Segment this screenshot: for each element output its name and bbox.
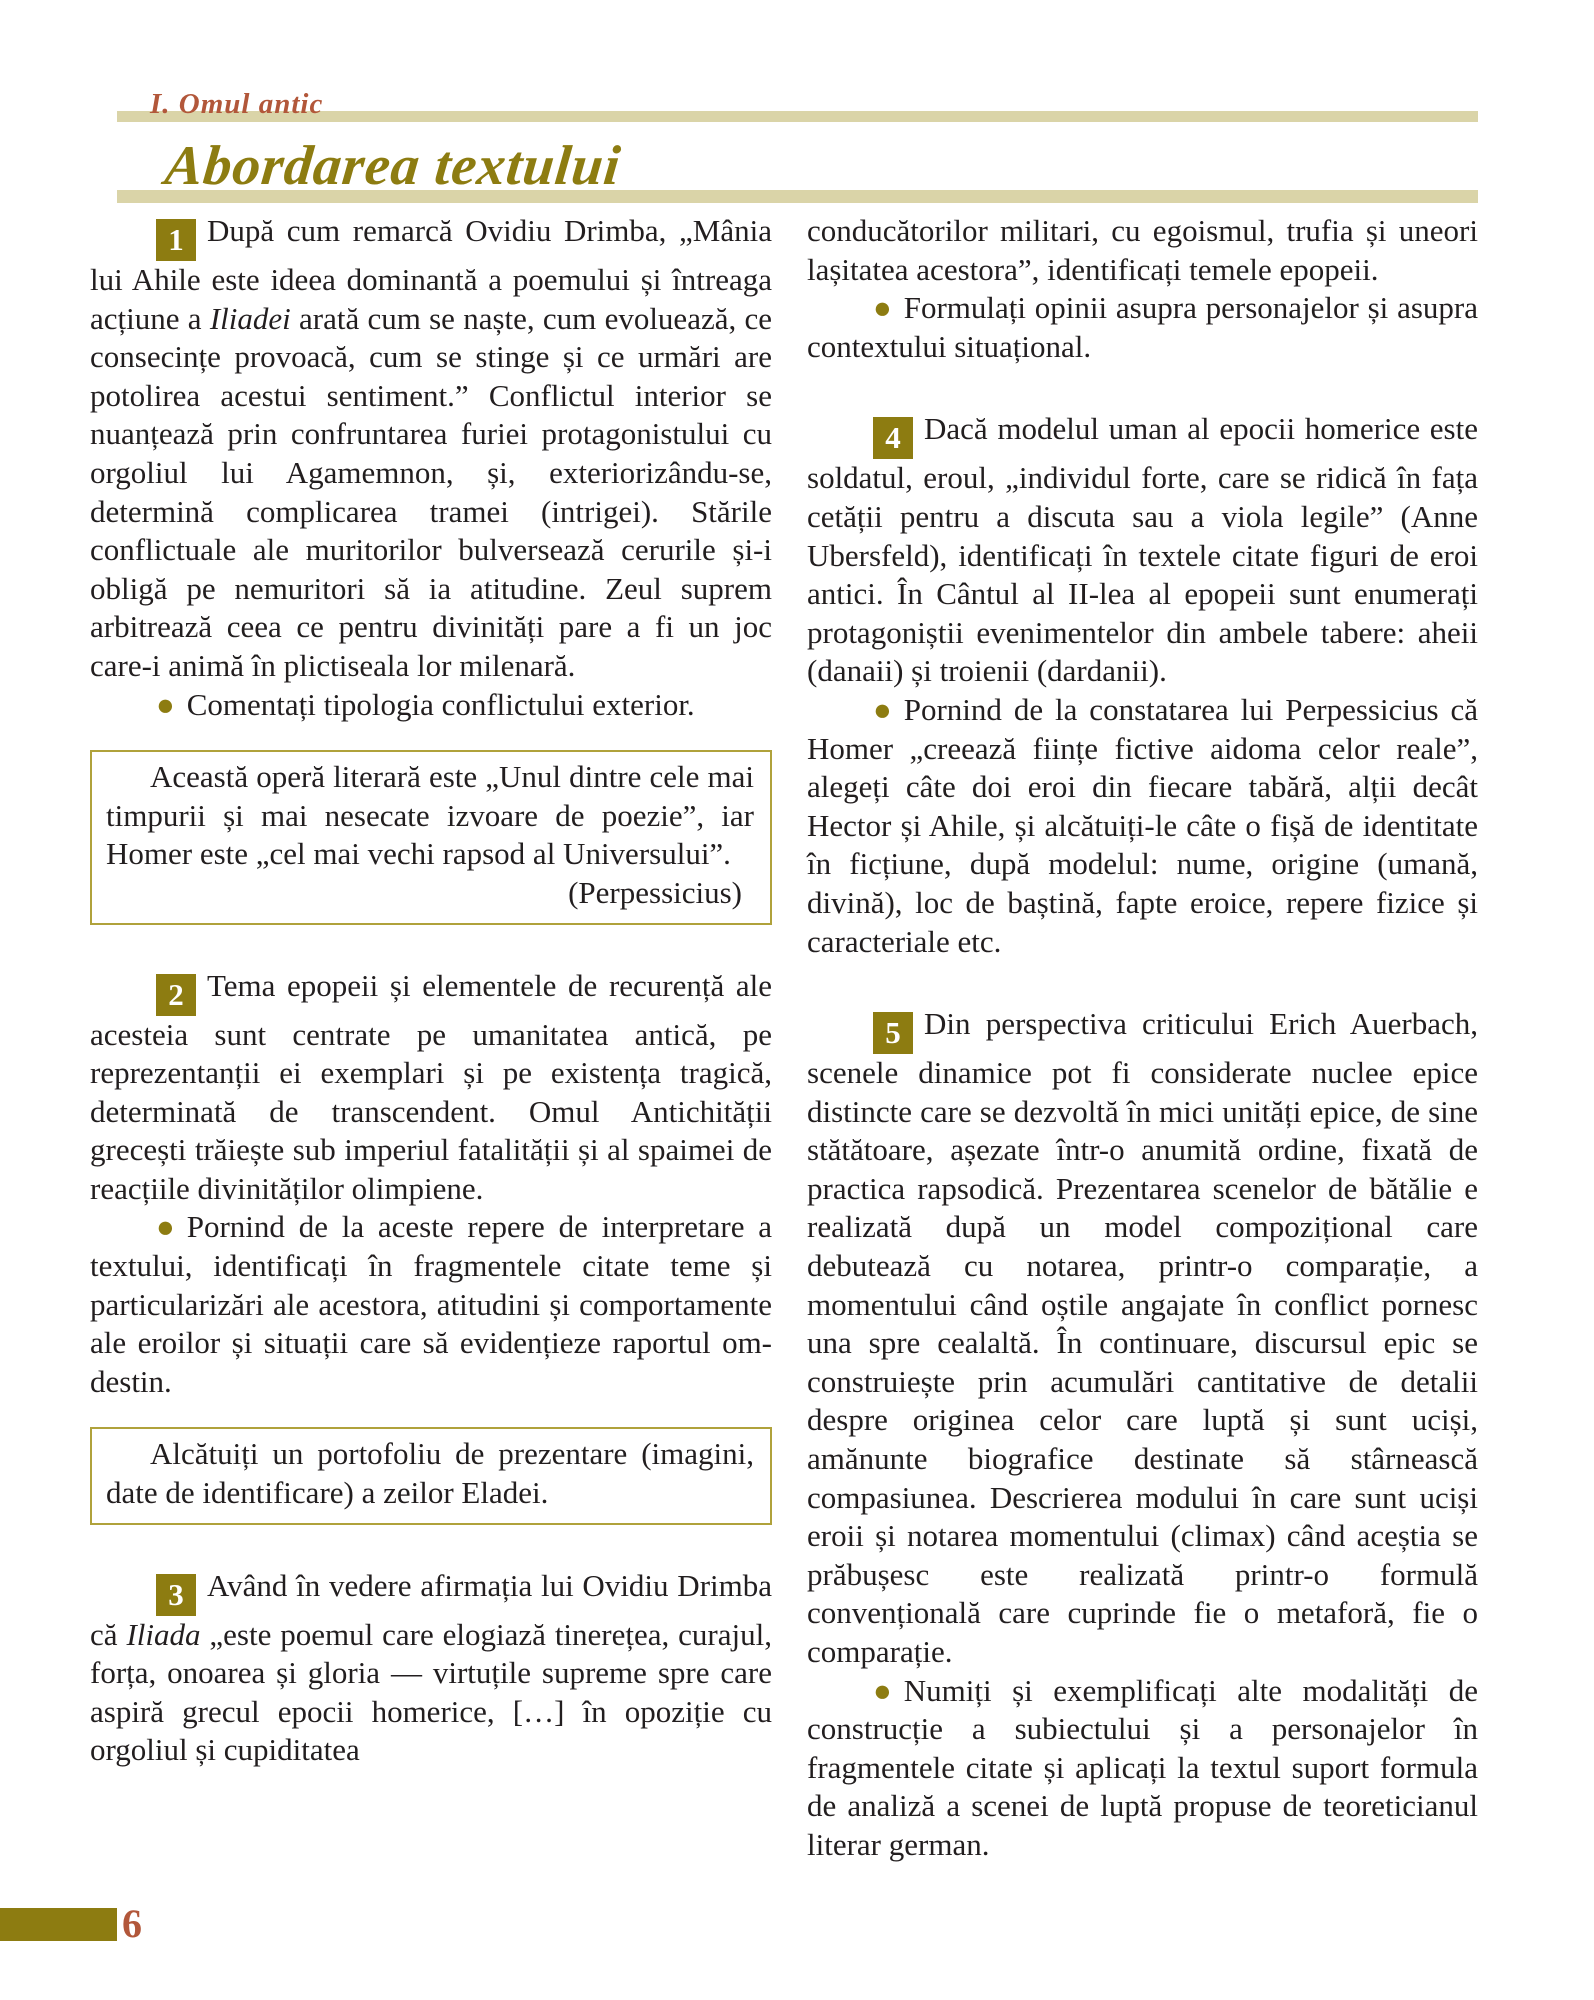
quote-box bbox=[90, 750, 772, 924]
bullet-icon: ● bbox=[156, 686, 175, 722]
task-3-italic-title: Iliada bbox=[126, 1616, 201, 1652]
footer-olive-bar bbox=[0, 1908, 117, 1941]
quote-attribution: (Perpessicius) bbox=[568, 874, 742, 910]
task-1-bullet-item bbox=[90, 686, 772, 725]
task-1-number-badge: 1 bbox=[156, 219, 196, 261]
task-4-bullet-item bbox=[807, 691, 1478, 961]
task-1-text: După cum remarcă Ovidiu Drimba, „Mânia lui Ahile este ideea dominantă a poemului și întreaga acțiune a bbox=[90, 213, 772, 336]
portfolio-task-text: Alcătuiți un portofoliu de prezentare (imagini, date de identificare) a zeilor Eladei. bbox=[106, 1436, 754, 1511]
bullet-icon: ● bbox=[873, 290, 892, 326]
task-3-bullet-item bbox=[807, 289, 1478, 366]
task-4-paragraph bbox=[807, 410, 1478, 691]
section-title: Abordarea textului bbox=[162, 135, 624, 197]
task-3-text: Având în vedere afirmația lui Ovidiu Drimba că bbox=[90, 1567, 772, 1652]
task-1-paragraph bbox=[90, 212, 772, 686]
task-5-bullet-text: Numiți și exemplificați alte modalități de construcție a subiectului și a personajelor în fragmentele citate și aplicați la textul suport formula de analiză a scenei de luptă propuse de teoreticianul literar german. bbox=[807, 1672, 1478, 1862]
task-1-text-continued: arată cum se naște, cum evoluează, ce consecințe provoacă, cum se stinge și ce urmări are potolirea acestui sentiment.” Conflictul interior se nuanțează prin confruntarea furiei protagonistului cu orgoliul lui Agamemnon, și, exteriorizându-se, determină complicarea tramei (intrigei). Stările conflictuale ale muritorilor bulversează cerurile și-i obligă pe nemuritori să ia atitudine. Zeul suprem arbitrează ceea ce pentru divinități pare a fi un joc care-i animă în plictiseala lor milenară. bbox=[90, 300, 773, 683]
task-5-paragraph bbox=[807, 1005, 1478, 1672]
two-column-layout bbox=[90, 212, 1478, 1865]
left-column bbox=[90, 212, 772, 1865]
task-4-text: Dacă modelul uman al epocii homerice este soldatul, eroul, „individul forte, care se ridică în fața cetății pentru a discuta sau a viola legile” (Anne Ubersfeld), identificați în textele citate figuri de eroi antici. În Cântul al II-lea al epopeii sunt enumerați protagoniștii evenimentelor din ambele tabere: aheii (danaii) și troienii (dardanii). bbox=[807, 411, 1478, 689]
bullet-icon: ● bbox=[156, 1209, 175, 1245]
task-2-text: Tema epopeii și elementele de recurență ale acesteia sunt centrate pe umanitatea antică, pe reprezentanții ei exemplari și pe existența tragică, determinată de transcendent. Omul Antichității grecești trăiește sub imperiul fatalității și al spaimei de reacțiile divinităților olimpiene. bbox=[90, 967, 772, 1206]
bullet-icon: ● bbox=[873, 691, 892, 727]
task-3-continuation: conducătorilor militari, cu egoismul, trufia și uneori lașitatea acestora”, identificați temele epopeii. bbox=[807, 213, 1478, 287]
right-column bbox=[807, 212, 1478, 1865]
task-3-paragraph bbox=[90, 1567, 772, 1770]
task-3-number-badge: 3 bbox=[156, 1574, 196, 1616]
task-1-italic-title: Iliadei bbox=[209, 300, 291, 336]
quote-text: Această operă literară este „Unul dintre cele mai timpurii și mai nesecate izvoare de poezie”, iar Homer este „cel mai vechi rapsod al Universului”. bbox=[106, 759, 754, 872]
portfolio-task-box bbox=[90, 1427, 772, 1524]
task-3-text-continued: „este poemul care elogiază tinerețea, curajul, forța, onoarea și gloria — virtuțile supreme spre care aspiră grecul epocii homerice, […] în opoziție cu orgoliul și cupiditatea bbox=[90, 1616, 772, 1768]
task-5-text: Din perspectiva criticului Erich Auerbach, scenele dinamice pot fi considerate nuclee epice distincte care se dezvoltă în mici unități epice, de sine stătătoare, așezate într-o anumită ordine, fixată de practica rapsodică. Prezentarea scenelor de bătălie e realizată după un model compozițional care debutează cu notarea, printr-o comparație, a momentului când oștile angajate în conflict pornesc una spre cealaltă. În continuare, discursul epic se construiește prin acumulări cantitative de detalii despre originea celor care luptă și sunt uciși, amănunte biografice destinate să stârnească compasiunea. Descrierea modului în care sunt uciși eroii și notarea momentului (climax) când aceștia se prăbușesc este realizată printr-o formulă convențională care cuprinde fie o metaforă, fie o comparație. bbox=[807, 1006, 1478, 1669]
task-2-bullet-text: Pornind de la aceste repere de interpretare a textului, identificați în fragmentele citate teme și particularizări ale acestora, atitudini și comportamente ale eroilor și situații care să evidențieze raportul om-destin. bbox=[90, 1209, 772, 1399]
task-2-paragraph bbox=[90, 967, 772, 1209]
bullet-icon: ● bbox=[873, 1672, 892, 1708]
task-4-bullet-text: Pornind de la constatarea lui Perpessicius că Homer „creează ființe fictive aidoma celor reale”, alegeți câte doi eroi din fiecare tabără, alții decât Hector și Ahile, și alcătuiți-le câte o fișă de identitate în ficțiune, după modelul: nume, origine (umană, divină), loc de baștină, fapte eroice, repere fizice și caracteriale etc. bbox=[807, 691, 1478, 959]
task-2-number-badge: 2 bbox=[156, 974, 196, 1016]
task-3-bullet-text: Formulați opinii asupra personajelor și asupra contextului situațional. bbox=[807, 290, 1478, 364]
task-2-bullet-item bbox=[90, 1208, 772, 1401]
chapter-header: I. Omul antic bbox=[150, 88, 324, 120]
task-5-bullet-item bbox=[807, 1672, 1478, 1865]
task-1-bullet-text: Comentați tipologia conflictului exterior. bbox=[186, 686, 695, 722]
task-5-number-badge: 5 bbox=[873, 1012, 913, 1054]
page-number: 6 bbox=[122, 1901, 142, 1946]
task-4-number-badge: 4 bbox=[873, 417, 913, 459]
